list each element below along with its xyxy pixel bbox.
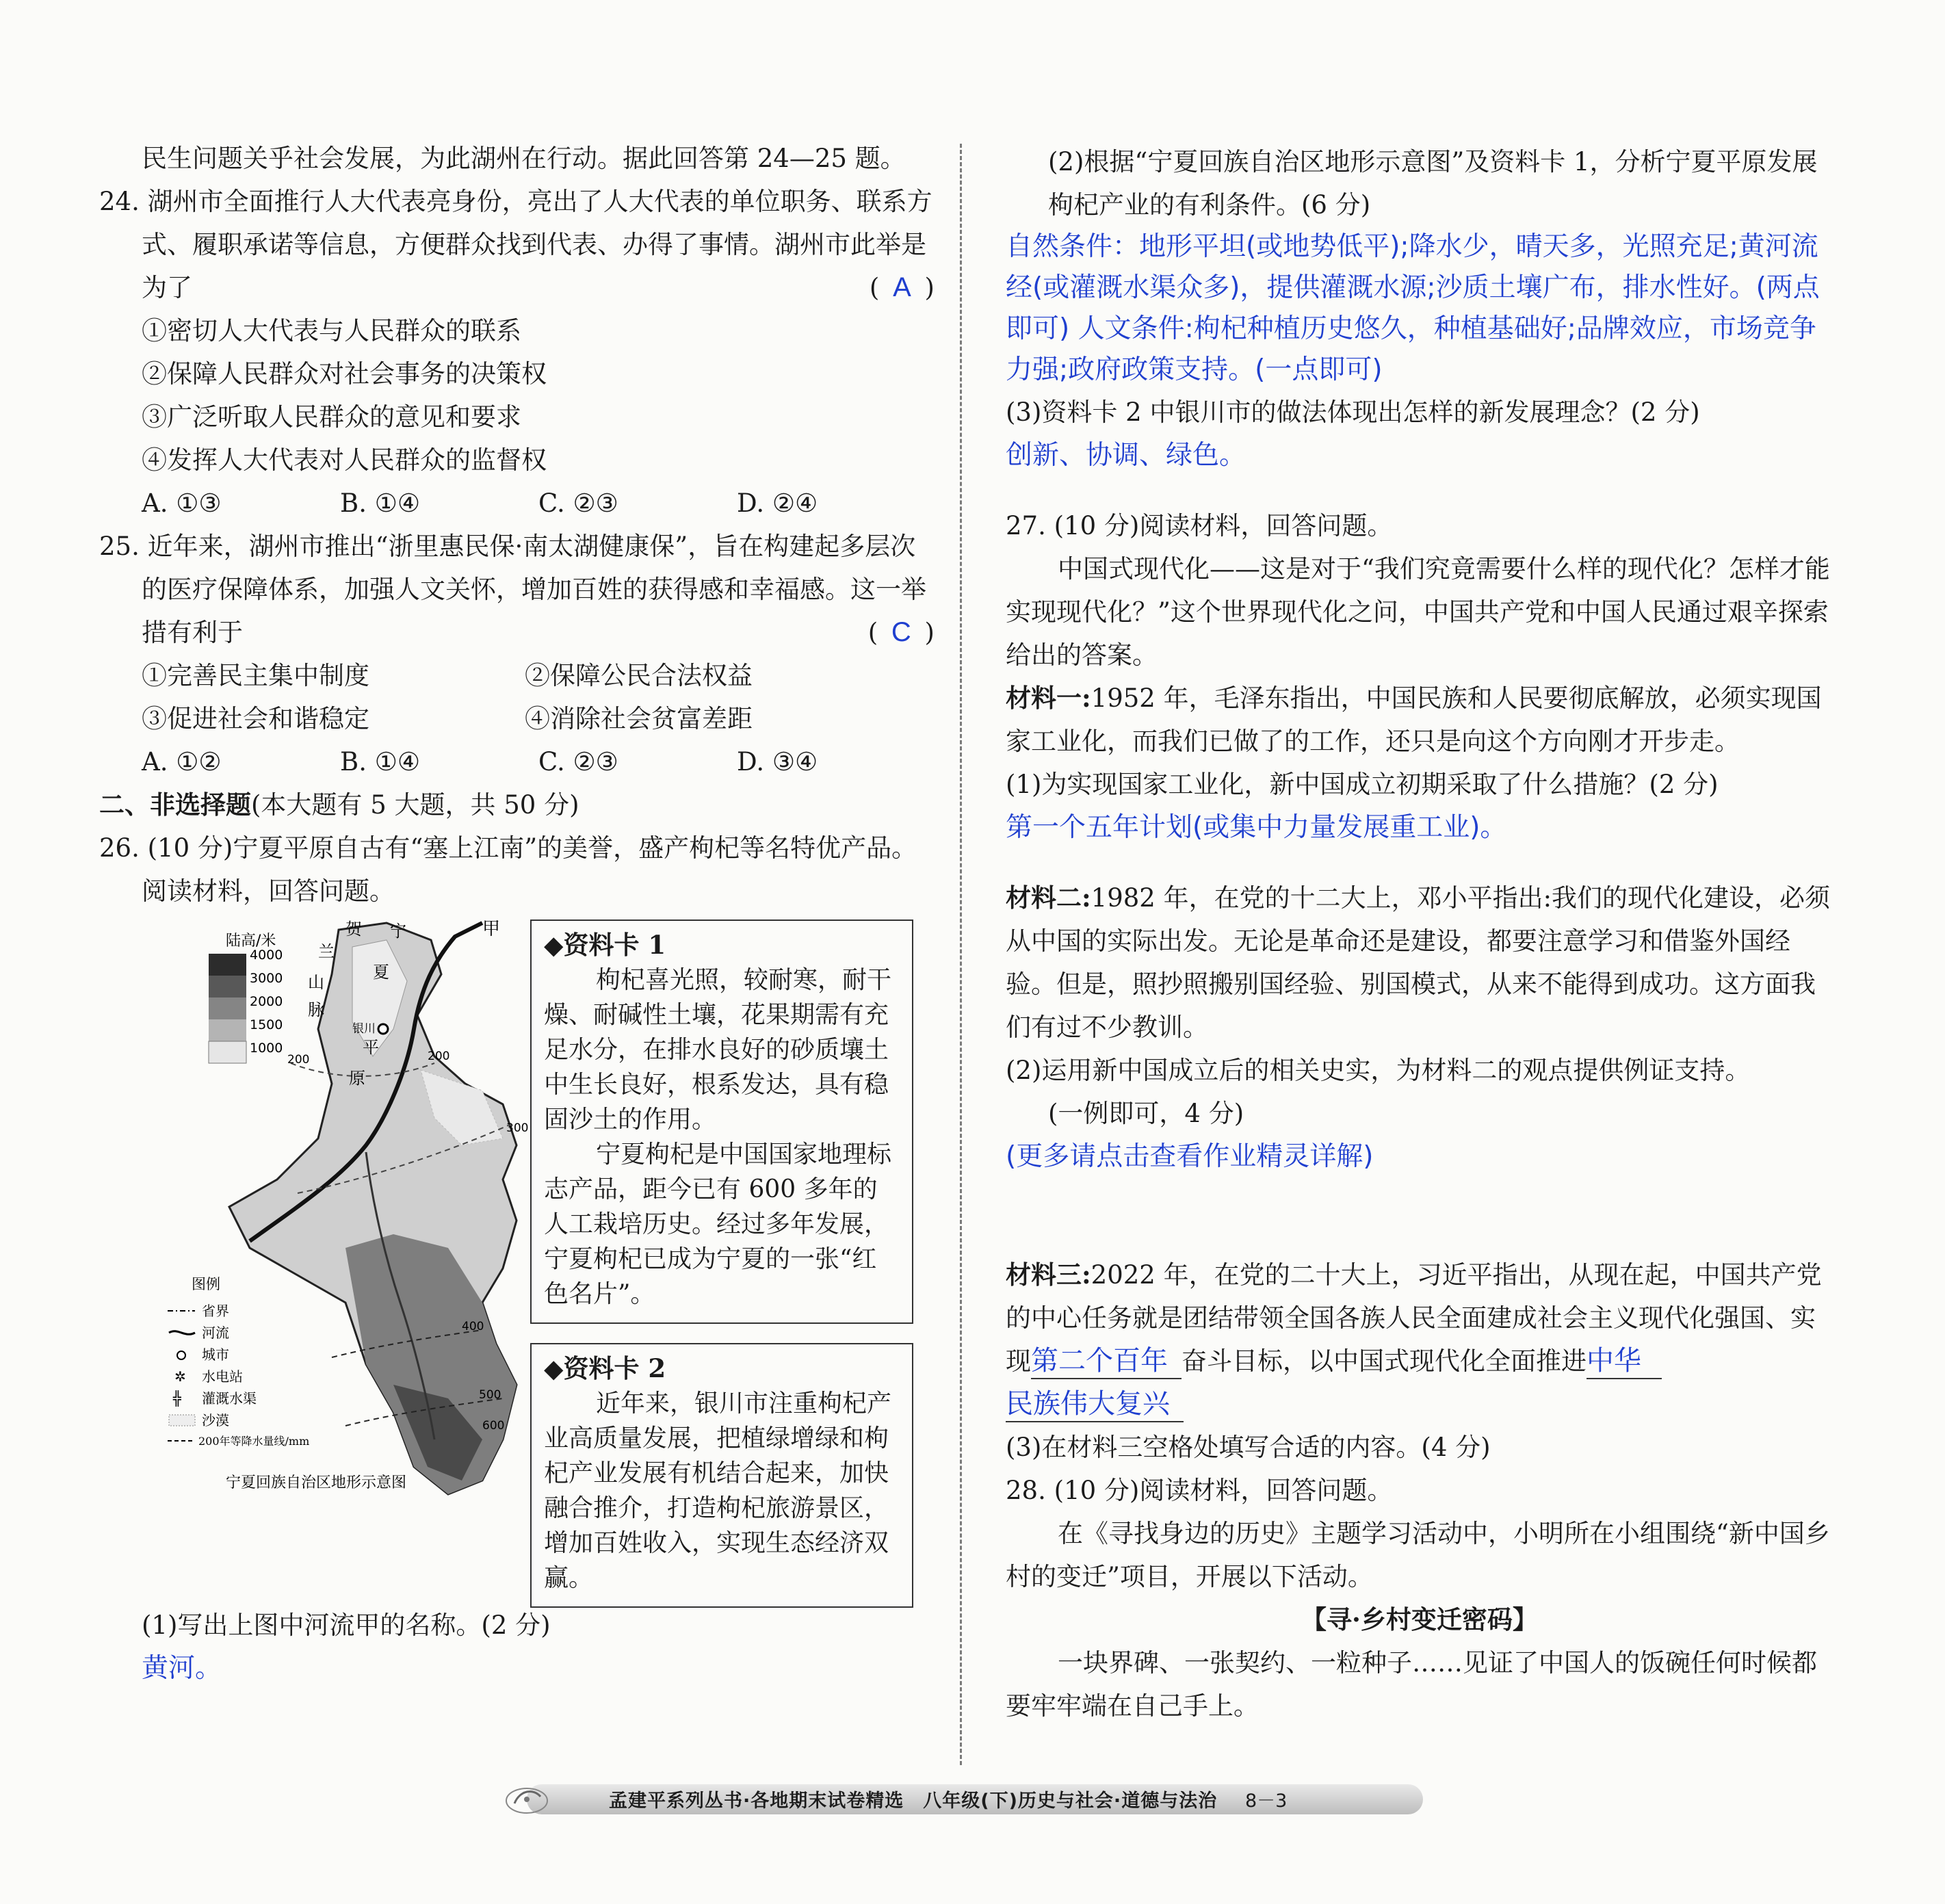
section-2-title: 二、非选择题 bbox=[99, 790, 251, 820]
legend-city-icon bbox=[177, 1351, 185, 1359]
q25-answer-bracket: ( C ) bbox=[867, 617, 937, 647]
q27-sub-1: (1)为实现国家工业化，新中国成立初期采取了什么措施？(2 分) bbox=[1006, 770, 1719, 799]
legend-label-city: 城市 bbox=[202, 1346, 229, 1363]
elev-label-4000: 4000 bbox=[250, 948, 283, 963]
q24-item-1: ①密切人大代表与人民群众的联系 bbox=[142, 316, 521, 345]
q27-sub-3: (3)在材料三空格处填写合适的内容。(4 分) bbox=[1006, 1433, 1491, 1462]
card-1-paragraph-2: 宁夏枸杞是中国国家地理标志产品，距今已有 600 多年的人工栽培历史。经过多年发展，宁夏枸杞已成为宁夏的一张“红色名片”。 bbox=[544, 1140, 892, 1308]
isoline-label-200b: 200 bbox=[428, 1049, 450, 1063]
q25-item-3: ③促进社会和谐稳定 bbox=[142, 704, 369, 733]
q27-sub-1-answer: 第一个五年计划(或集中力量发展重工业)。 bbox=[1006, 812, 1507, 843]
q25-answer: C bbox=[891, 617, 914, 647]
card-1-paragraph-1: 枸杞喜光照，较耐寒，耐干燥、耐碱性土壤，花果期需有充足水分，在排水良好的砂质壤土中生长良好，根系发达，具有稳固沙土的作用。 bbox=[544, 966, 892, 1134]
q27-material-1 bbox=[1006, 677, 1833, 763]
card-1-title: ◆资料卡 1 bbox=[544, 930, 666, 960]
map-label-shan: 山 bbox=[308, 973, 324, 992]
q27-material-3-label: 材料三: bbox=[1006, 1260, 1091, 1290]
q24-option-b[interactable]: B. ①④ bbox=[340, 488, 421, 518]
q27-sub-2-answer-link[interactable]: (更多请点击查看作业精灵详解) bbox=[1006, 1141, 1374, 1172]
q25-options bbox=[99, 740, 937, 783]
q27-blank-1[interactable]: 第二个百年 bbox=[1031, 1344, 1182, 1379]
q25-option-b[interactable]: B. ①④ bbox=[340, 747, 421, 777]
q24-item-4: ④发挥人大代表对人民群众的监督权 bbox=[142, 445, 547, 475]
left-column bbox=[99, 137, 937, 1690]
q27-stem: 27. (10 分)阅读材料，回答问题。 bbox=[1006, 511, 1393, 540]
legend-river-icon bbox=[169, 1331, 195, 1335]
legend-label-border: 省界 bbox=[202, 1303, 229, 1319]
legend-desert-icon bbox=[169, 1415, 195, 1426]
material-cards bbox=[530, 920, 913, 1627]
q26-sub-2: (2)根据“宁夏回族自治区地形示意图”及资料卡 1，分析宁夏平原发展枸杞产业的有利条件。(6 分) bbox=[1048, 147, 1818, 220]
q25-item-1: ①完善民主集中制度 bbox=[142, 661, 369, 690]
q26-sub-2-answer: 自然条件：地形平坦(或地势低平);降水少，晴天多，光照充足;黄河流经(或灌溉水渠众多)，提供灌溉水源;沙质土壤广布，排水性好。(两点即可) 人文条件:枸杞种植历史悠久，种植基础好;品牌效应，市场竞争力强;政府政策支持。(一点即可) bbox=[1006, 231, 1820, 385]
map-label-yinchuan: 银川 bbox=[352, 1022, 376, 1036]
q24-option-c[interactable]: C. ②③ bbox=[538, 488, 618, 518]
card-2-paragraph-1: 近年来，银川市注重枸杞产业高质量发展，把植绿增绿和枸杞产业发展有机结合起来，加快融合推介，打造枸杞旅游景区，增加百姓收入，实现生态经济双赢。 bbox=[544, 1390, 892, 1592]
section-2-heading bbox=[99, 783, 937, 826]
map-label-jia: 甲 bbox=[482, 920, 501, 939]
q28-paragraph-1: 一块界碑、一张契约、一粒种子……见证了中国人的饭碗任何时候都要牢牢端在自己手上。 bbox=[1006, 1648, 1817, 1721]
map-label-xia: 夏 bbox=[373, 963, 389, 982]
elev-swatch-3000 bbox=[209, 976, 246, 997]
isoline-label-300: 300 bbox=[506, 1121, 529, 1135]
isoline-label-500: 500 bbox=[479, 1388, 501, 1402]
page-footer bbox=[499, 1779, 1430, 1820]
elev-label-3000: 3000 bbox=[250, 971, 283, 986]
q25-option-a[interactable]: A. ①② bbox=[142, 747, 222, 777]
section-2-note: (本大题有 5 大题，共 50 分) bbox=[251, 790, 579, 820]
elev-label-1000: 1000 bbox=[250, 1041, 283, 1056]
q24-option-a[interactable]: A. ①③ bbox=[142, 488, 222, 518]
q27-sub-2: (2)运用新中国成立后的相关史实，为材料二的观点提供例证支持。 bbox=[1006, 1056, 1751, 1085]
q26-sub-1-answer: 黄河。 bbox=[142, 1653, 222, 1684]
legend-label-isoline: 200年等降水量线/mm bbox=[198, 1435, 310, 1448]
question-27 bbox=[1006, 504, 1833, 1469]
q27-material-2 bbox=[1006, 876, 1833, 1049]
q24-answer: A bbox=[893, 272, 914, 302]
q27-material-3-text-b: 奋斗目标，以中国式现代化全面推进 bbox=[1182, 1346, 1587, 1376]
q24-answer-bracket: ( A ) bbox=[869, 272, 937, 302]
q28-intro: 在《寻找身边的历史》主题学习活动中，小明所在小组围绕“新中国乡村的变迁”项目，开展以下活动。 bbox=[1006, 1519, 1830, 1591]
elev-label-2000: 2000 bbox=[250, 994, 283, 1009]
legend-label-desert: 沙漠 bbox=[202, 1412, 229, 1429]
q27-material-1-text: 1952 年，毛泽东指出，中国民族和人民要彻底解放，必须实现国家工业化，而我们已做了的工作，还只是向这个方向刚才开步走。 bbox=[1006, 683, 1822, 756]
legend-hydropower-icon: ✲ bbox=[174, 1368, 186, 1385]
q26-sub-3: (3)资料卡 2 中银川市的做法体现出怎样的新发展理念？(2 分) bbox=[1006, 397, 1700, 427]
question-24 bbox=[99, 180, 937, 525]
q25-items-row-2 bbox=[99, 697, 937, 740]
legend-label-hydropower: 水电站 bbox=[202, 1368, 243, 1385]
q26-stem: 26. (10 分)宁夏平原自古有“塞上江南”的美誉，盛产枸杞等名特优产品。阅读材料，回答问题。 bbox=[99, 833, 917, 906]
map-label-he: 贺 bbox=[345, 920, 362, 939]
q27-blank-2b[interactable]: 民族伟大复兴 bbox=[1006, 1387, 1184, 1422]
q26-figure-area bbox=[99, 920, 937, 1645]
yinchuan-city-marker bbox=[378, 1024, 388, 1034]
q25-option-c[interactable]: C. ②③ bbox=[538, 747, 618, 777]
map-label-yuan: 原 bbox=[349, 1069, 365, 1088]
material-card-2 bbox=[530, 1343, 913, 1608]
elev-swatch-4000 bbox=[209, 954, 246, 976]
q24-stem: 24. 湖州市全面推行人大代表亮身份，亮出了人大代表的单位职务、联系方式、履职承诺等信息，方便群众找到代表、办得了事情。湖州市此举是为了 ( A ) bbox=[99, 180, 937, 309]
column-divider bbox=[960, 144, 962, 1765]
page-number: 8－3 bbox=[1245, 1790, 1288, 1812]
q24-item-2: ②保障人民群众对社会事务的决策权 bbox=[142, 359, 547, 389]
q26-sub-1: (1)写出上图中河流甲的名称。(2 分) bbox=[142, 1610, 551, 1640]
map-label-ping: 平 bbox=[363, 1038, 379, 1057]
q28-stem: 28. (10 分)阅读材料，回答问题。 bbox=[1006, 1476, 1393, 1505]
elev-swatch-1500 bbox=[209, 1019, 246, 1041]
legend-canal-icon: ╬ bbox=[173, 1390, 182, 1407]
q27-intro: 中国式现代化——这是对于“我们究竟需要什么样的现代化？怎样才能实现现代化？”这个世界现代化之问，中国共产党和中国人民通过艰辛探索给出的答案。 bbox=[1006, 554, 1830, 670]
q24-25-intro: 民生问题关乎社会发展，为此湖州在行动。据此回答第 24—25 题。 bbox=[142, 144, 906, 173]
q27-material-2-label: 材料二: bbox=[1006, 883, 1091, 913]
material-card-1 bbox=[530, 920, 913, 1324]
q25-items-row-1 bbox=[99, 654, 937, 697]
q25-stem: 25. 近年来，湖州市推出“浙里惠民保·南太湖健康保”，旨在构建起多层次的医疗保障体系，加强人文关怀，增加百姓的获得感和幸福感。这一举措有利于 ( C ) bbox=[99, 525, 937, 654]
q25-item-2: ②保障公民合法权益 bbox=[525, 661, 753, 690]
elev-swatch-1000 bbox=[209, 1041, 246, 1063]
q25-option-d[interactable]: D. ③④ bbox=[737, 747, 818, 777]
q24-options bbox=[99, 482, 937, 525]
map-label-lan: 兰 bbox=[318, 942, 335, 961]
map-label-ning: 宁 bbox=[390, 922, 406, 941]
q26-sub-3-answer: 创新、协调、绿色。 bbox=[1006, 440, 1246, 471]
q24-item-3: ③广泛听取人民群众的意见和要求 bbox=[142, 402, 521, 432]
elev-swatch-2000 bbox=[209, 997, 246, 1019]
map-caption: 宁夏回族自治区地形示意图 bbox=[226, 1474, 407, 1491]
isoline-label-200a: 200 bbox=[287, 1053, 310, 1067]
card-2-title: ◆资料卡 2 bbox=[544, 1353, 666, 1383]
q25-item-4: ④消除社会贫富差距 bbox=[525, 704, 753, 733]
map-elev-title: 陆高/米 bbox=[226, 933, 276, 950]
legend-label-river: 河流 bbox=[202, 1325, 229, 1341]
map-legend-title: 图例 bbox=[192, 1276, 220, 1292]
book-series-logo-icon bbox=[499, 1779, 554, 1820]
q27-material-3-text-a: 2022 年，在党的二十大上，习近平指出，从现在起，中国共产党的中心任务就是团结带领全国各族人民全面建成社会主义现代化强国、实现 bbox=[1006, 1260, 1822, 1376]
elev-label-1500: 1500 bbox=[250, 1017, 283, 1032]
q27-sub-2-note: (一例即可，4 分) bbox=[1048, 1099, 1244, 1128]
q24-option-d[interactable]: D. ②④ bbox=[737, 488, 818, 518]
legend-label-canal: 灌溉水渠 bbox=[202, 1390, 257, 1407]
q27-material-1-label: 材料一: bbox=[1006, 683, 1091, 713]
q27-blank-2a[interactable]: 中华 bbox=[1587, 1344, 1662, 1379]
q28-heading: 【寻·乡村变迁密码】 bbox=[1301, 1604, 1538, 1634]
question-25 bbox=[99, 525, 937, 783]
right-column bbox=[1006, 140, 1833, 1727]
q27-material-2-text: 1982 年，在党的十二大上，邓小平指出:我们的现代化建设，必须从中国的实际出发。无论是革命还是建设，都要注意学习和借鉴外国经验。但是，照抄照搬别国经验、别国模式，从来不能得到成功。这方面我们有过不少教训。 bbox=[1006, 883, 1831, 1042]
footer-book-title: 孟建平系列丛书·各地期末试卷精选 八年级(下)历史与社会·道德与法治 bbox=[609, 1790, 1218, 1812]
map-label-mai: 脉 bbox=[308, 1000, 324, 1019]
question-28 bbox=[1006, 1469, 1833, 1727]
isoline-label-600: 600 bbox=[482, 1419, 505, 1433]
isoline-label-400: 400 bbox=[462, 1320, 484, 1333]
q27-material-3 bbox=[1006, 1253, 1833, 1426]
